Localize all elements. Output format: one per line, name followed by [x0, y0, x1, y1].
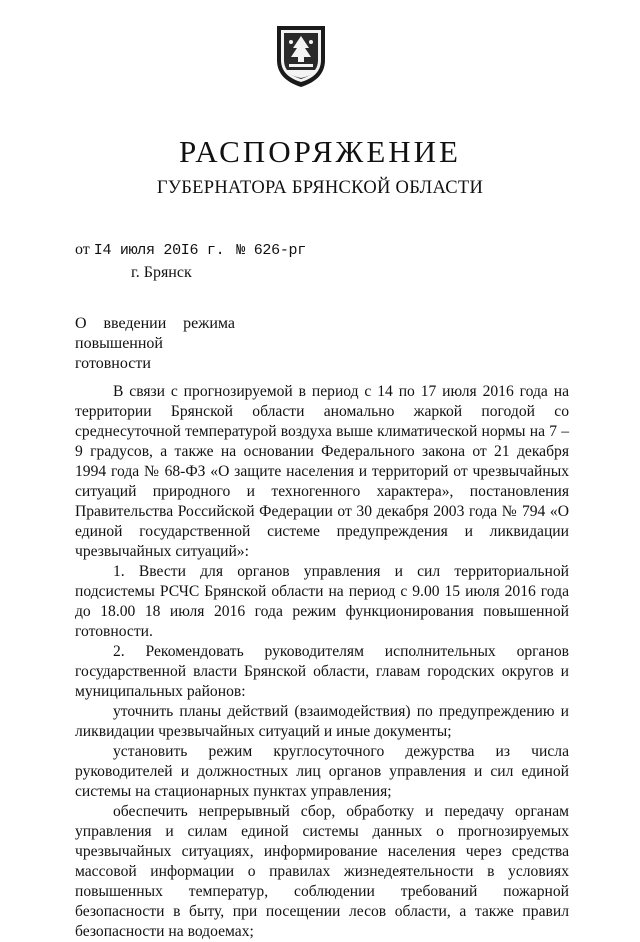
- body-paragraph: уточнить планы действий (взаимодействия) по предупреждению и ликвидации чрезвычайных ситуаций и иные документы;: [75, 703, 569, 740]
- coat-of-arms-emblem: [273, 24, 329, 88]
- body-paragraph: 2. Рекомендовать руководителям исполнительных органов государственной власти Брянской области, главам городских округов и муниципальных районов:: [75, 643, 569, 700]
- document-date-number: [75, 240, 306, 261]
- date-prefix: от: [75, 241, 90, 258]
- body-paragraph: установить режим круглосуточного дежурства из числа руководителей и должностных лиц органов управления и сил единой системы на стационарных пунктах управления;: [75, 743, 569, 800]
- body-paragraph: обеспечить непрерывный сбор, обработку и передачу органам управления и силам единой системы данных о прогнозируемых чрезвычайных ситуациях, информирование населения через средства массовой информации о правилах жизнедеятельности в условиях повышенных температур, соблюдении требований пожарной безопасности в быту, при посещении лесов области, а также правил безопасности на водоемах;: [75, 803, 569, 940]
- document-city: г. Брянск: [131, 264, 192, 281]
- document-number: № 626-рг: [236, 242, 306, 259]
- document-date: I4 июля 20I6 г.: [93, 242, 225, 259]
- document-issuer: ГУБЕРНАТОРА БРЯНСКОЙ ОБЛАСТИ: [156, 178, 484, 198]
- document-subject: [75, 314, 235, 374]
- body-paragraph: В связи с прогнозируемой в период с 14 по 17 июля 2016 года на территории Брянской области аномально жаркой погодой со среднесуточной температурой воздуха выше климатической нормы на 7 – 9 градусов, а также на основании Федерального закона от 21 декабря 1994 года № 68-ФЗ «О защите населения и территорий от чрезвычайных ситуаций природного и техногенного характера», постановления Правительства Российской Федерации от 30 декабря 2003 года № 794 «О единой государственной системе предупреждения и ликвидации чрезвычайных ситуаций»:: [75, 383, 569, 560]
- subject-line: повышенной готовности: [75, 335, 163, 372]
- subject-line: О введении режима: [75, 315, 235, 332]
- document-title: РАСПОРЯЖЕНИЕ: [179, 134, 461, 169]
- document-body: [75, 382, 569, 942]
- body-paragraph: 1. Ввести для органов управления и сил территориальной подсистемы РСЧС Брянской области на период с 9.00 15 июля 2016 года до 18.00 18 июля 2016 года режим функционирования повышенной готовности.: [75, 563, 569, 640]
